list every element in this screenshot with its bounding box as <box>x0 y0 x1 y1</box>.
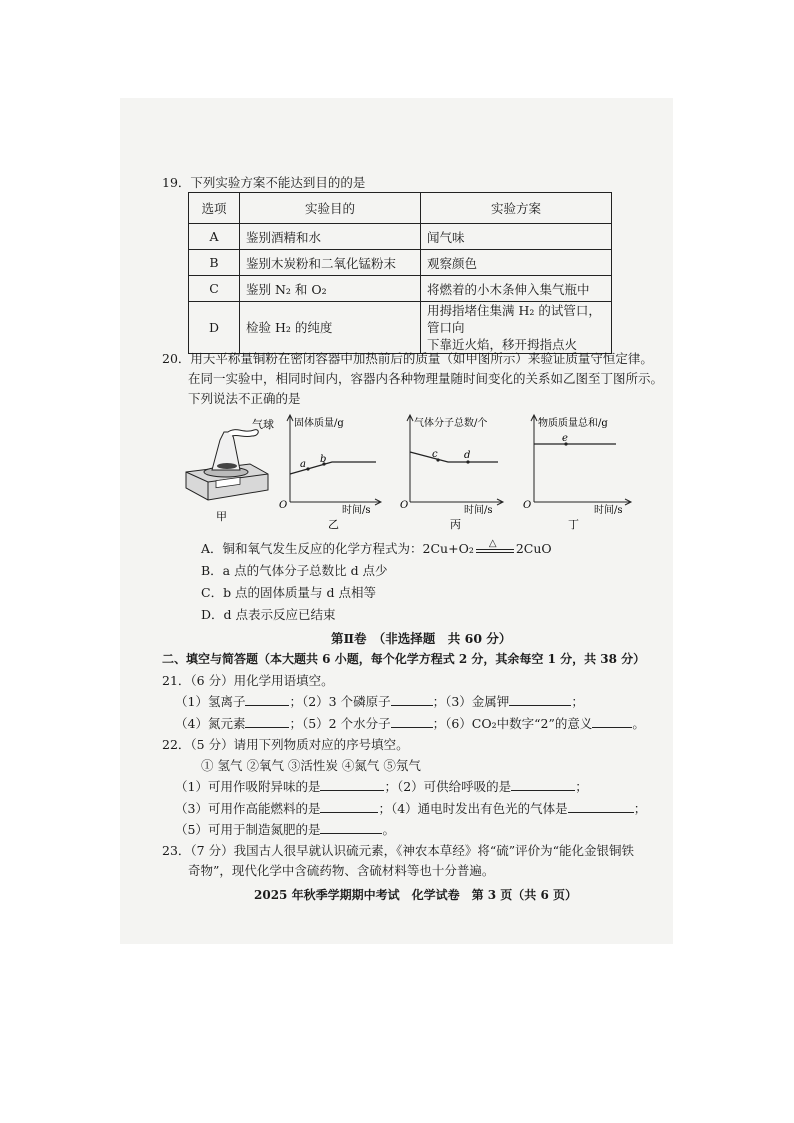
header-plan: 实验方案 <box>421 193 612 224</box>
section-2-title: 第Ⅱ卷 （非选择题 共 60 分） <box>331 631 512 646</box>
q21-item-end: ； <box>571 694 584 709</box>
row-goal: 鉴别酒精和水 <box>240 224 421 250</box>
q22-row-3 <box>175 821 395 838</box>
q20-option-b: B．a 点的气体分子总数比 d 点少 <box>201 563 388 578</box>
row-plan: 闻气味 <box>421 224 612 250</box>
chart-origin: O <box>400 500 409 511</box>
chart-caption: 乙 <box>328 518 339 531</box>
answer-blank[interactable] <box>391 693 433 706</box>
equals-bar <box>476 549 514 553</box>
point-label-c: c <box>432 449 438 460</box>
q21-row-2 <box>175 715 645 732</box>
q23-line-2: 奇物”，现代化学中含硫药物、含硫材料等也十分普遍。 <box>188 863 495 878</box>
table-row <box>189 224 612 250</box>
row-goal: 鉴别木炭粉和二氧化锰粉末 <box>240 250 421 276</box>
plan-line-2: 下靠近火焰，移开拇指点火 <box>427 337 578 352</box>
q22-item-1: （1）可用作吸附异味的是 <box>175 779 321 794</box>
equation-right: 2CuO <box>515 541 552 556</box>
q19-table <box>188 192 612 354</box>
answer-blank[interactable] <box>509 693 571 706</box>
q21-title: 21．（6 分）用化学用语填空。 <box>162 673 334 688</box>
q20-option-d: D．d 点表示反应已结束 <box>201 607 336 622</box>
table-row <box>189 276 612 302</box>
row-goal: 鉴别 N₂ 和 O₂ <box>240 276 421 302</box>
row-option: D <box>189 302 240 354</box>
q20-option-a <box>201 537 552 557</box>
q22-item-3: （3）可用作高能燃料的是 <box>175 801 321 816</box>
table-header-row <box>189 193 612 224</box>
row-option: C <box>189 276 240 302</box>
q22-item-2: ；（2）可供给呼吸的是 <box>384 779 512 794</box>
row-goal: 检验 H₂ 的纯度 <box>240 302 421 354</box>
heat-symbol: △ <box>488 537 497 549</box>
answer-blank[interactable] <box>245 693 289 706</box>
q22-item-4: ；（4）通电时发出有色光的气体是 <box>378 801 568 816</box>
q23-line-1: 23．（7 分）我国古人很早就认识硫元素，《神农本草经》将“硫”评价为“能化金银铜铁 <box>162 843 635 858</box>
answer-blank[interactable] <box>320 800 378 813</box>
q21-item-1: （1）氢离子 <box>175 694 246 709</box>
chart-xlabel: 时间/s <box>342 505 371 516</box>
answer-blank[interactable] <box>511 778 575 791</box>
point-label-b: b <box>320 454 327 465</box>
chart-origin: O <box>279 500 288 511</box>
chart-ding <box>520 412 640 532</box>
row-plan: 将燃着的小木条伸入集气瓶中 <box>421 276 612 302</box>
q22-item-5: （5）可用于制造氮肥的是 <box>175 822 321 837</box>
answer-blank[interactable] <box>391 715 433 728</box>
q21-item-2: ；（2）3 个磷原子 <box>289 694 391 709</box>
q21-item-6: ；（6）CO₂中数字“2”的意义 <box>432 716 593 731</box>
equation-left: A．铜和氧气发生反应的化学方程式为：2Cu+O₂ <box>201 541 474 556</box>
row-option: B <box>189 250 240 276</box>
chart-caption: 丙 <box>450 518 461 531</box>
balance-illustration <box>186 430 268 500</box>
caption-jia: 甲 <box>216 510 227 522</box>
q21-item-5: ；（5）2 个水分子 <box>289 716 391 731</box>
chart-origin: O <box>523 500 532 511</box>
q22-title: 22．（5 分）请用下列物质对应的序号填空。 <box>162 737 409 752</box>
q20-line-2: 在同一实验中，相同时间内，容器内各种物理量随时间变化的关系如乙图至丁图所示。 <box>188 371 664 386</box>
q22-options: ① 氢气 ②氧气 ③活性炭 ④氮气 ⑤氖气 <box>201 758 421 773</box>
q20-line-1: 20．用天平称量铜粉在密闭容器中加热前后的质量（如甲图所示）来验证质量守恒定律。 <box>162 351 653 366</box>
point-label-a: a <box>300 459 306 470</box>
point-label-e: e <box>562 433 568 444</box>
point-a <box>306 467 309 470</box>
row-option: A <box>189 224 240 250</box>
part-2-title: 二、填空与简答题（本大题共 6 小题，每个化学方程式 2 分，其余每空 1 分，共 38 分） <box>162 652 646 666</box>
point-label-d: d <box>464 450 471 461</box>
q22-item-end: 。 <box>382 822 395 837</box>
row-plan: 观察颜色 <box>421 250 612 276</box>
answer-blank[interactable] <box>320 778 384 791</box>
page-footer: 2025 年秋季学期期中考试 化学试卷 第 3 页（共 6 页） <box>254 888 577 902</box>
chart-xlabel: 时间/s <box>464 505 493 516</box>
answer-blank[interactable] <box>320 821 382 834</box>
chart-bing <box>398 412 508 532</box>
chart-ylabel: 物质质量总和/g <box>538 418 608 429</box>
chart-ylabel: 气体分子总数/个 <box>414 418 488 429</box>
plan-line-1: 用拇指堵住集满 H₂ 的试管口，管口向 <box>427 303 601 335</box>
q19-title: 19．下列实验方案不能达到目的的是 <box>162 175 366 190</box>
q22-row-2 <box>175 800 646 817</box>
chart-caption: 丁 <box>568 518 579 531</box>
q21-item-end: 。 <box>632 716 645 731</box>
q22-row-1 <box>175 778 588 795</box>
chart-xlabel: 时间/s <box>594 505 623 516</box>
chart-line <box>410 452 498 462</box>
table-row <box>189 250 612 276</box>
answer-blank[interactable] <box>592 715 632 728</box>
header-option: 选项 <box>189 193 240 224</box>
row-plan <box>421 302 612 354</box>
q21-row-1 <box>175 693 584 710</box>
table-row <box>189 302 612 354</box>
q21-item-4: （4）氮元素 <box>175 716 246 731</box>
chart-ylabel: 固体质量/g <box>294 418 344 429</box>
equation-condition <box>474 537 516 557</box>
q20-option-c: C．b 点的固体质量与 d 点相等 <box>201 585 376 600</box>
q21-item-3: ；（3）金属钾 <box>432 694 510 709</box>
header-goal: 实验目的 <box>240 193 421 224</box>
answer-blank[interactable] <box>245 715 289 728</box>
answer-blank[interactable] <box>568 800 634 813</box>
q22-item-end: ； <box>633 801 647 816</box>
figure-jia <box>178 412 278 522</box>
q20-line-3: 下列说法不正确的是 <box>188 391 301 406</box>
chart-yi <box>276 412 386 532</box>
q22-item-end: ； <box>575 779 588 794</box>
balloon-label: 气球 <box>252 418 274 431</box>
